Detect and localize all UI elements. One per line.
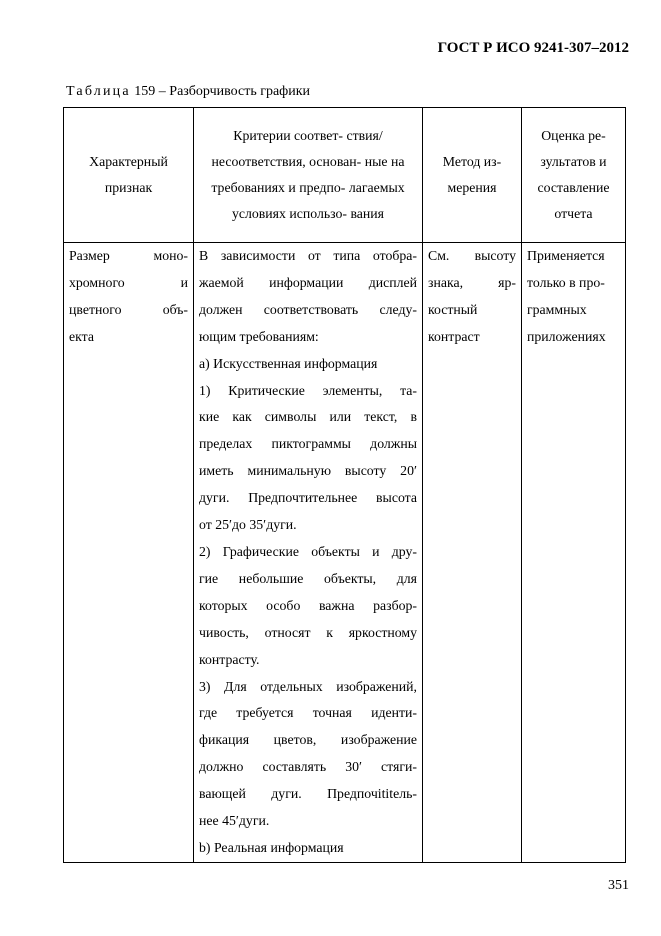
table-caption-title: – Разборчивость графики [158,84,311,99]
legibility-table [63,107,626,863]
cell-method: См. высоту знака, яр- костный контраст [423,243,522,863]
header-evaluation: Оценка ре- зультатов и составление отчета [522,108,626,243]
table-header-row [64,108,626,243]
cell-evaluation: Применяется только в про- граммных приложениях [522,243,626,863]
table-caption [66,84,310,100]
cell-criteria: В зависимости от типа отобра- жаемой информации дисплей должен соответствовать следу- ющим требованиям: a) Искусственная информация 1) Критические элементы, та- кие как символы или текст, в пределах пиктограммы должны иметь минимальную высоту 20′ дуги. Предпочтительнее высота от 25′до 35′дуги. 2) Графические объекты и дру- гие небольшие объекты, для которых особо важна разбор- чивость, относят к яркостному контрасту. 3) Для отдельных изображений, где требуется точная иденти- фикация цветов, изображение должно составлять 30′ стяги- вающей дуги. Предпочititель- нее 45′дуги. b) Реальная информация [194,243,423,863]
document-code: ГОСТ Р ИСО 9241-307–2012 [437,40,629,56]
page-number: 351 [608,878,629,893]
table-caption-number: 159 [134,84,156,99]
header-method: Метод из- мерения [423,108,522,243]
table-caption-label: Таблица [66,84,131,99]
cell-feature: Размер моно- хромного и цветного объ- екта [64,243,194,863]
header-feature: Характерный признак [64,108,194,243]
header-criteria: Критерии соответ- ствия/несоответствия, основан- ные на требованиях и предпо- лагаемых условиях использо- вания [194,108,423,243]
table-row [64,243,626,863]
